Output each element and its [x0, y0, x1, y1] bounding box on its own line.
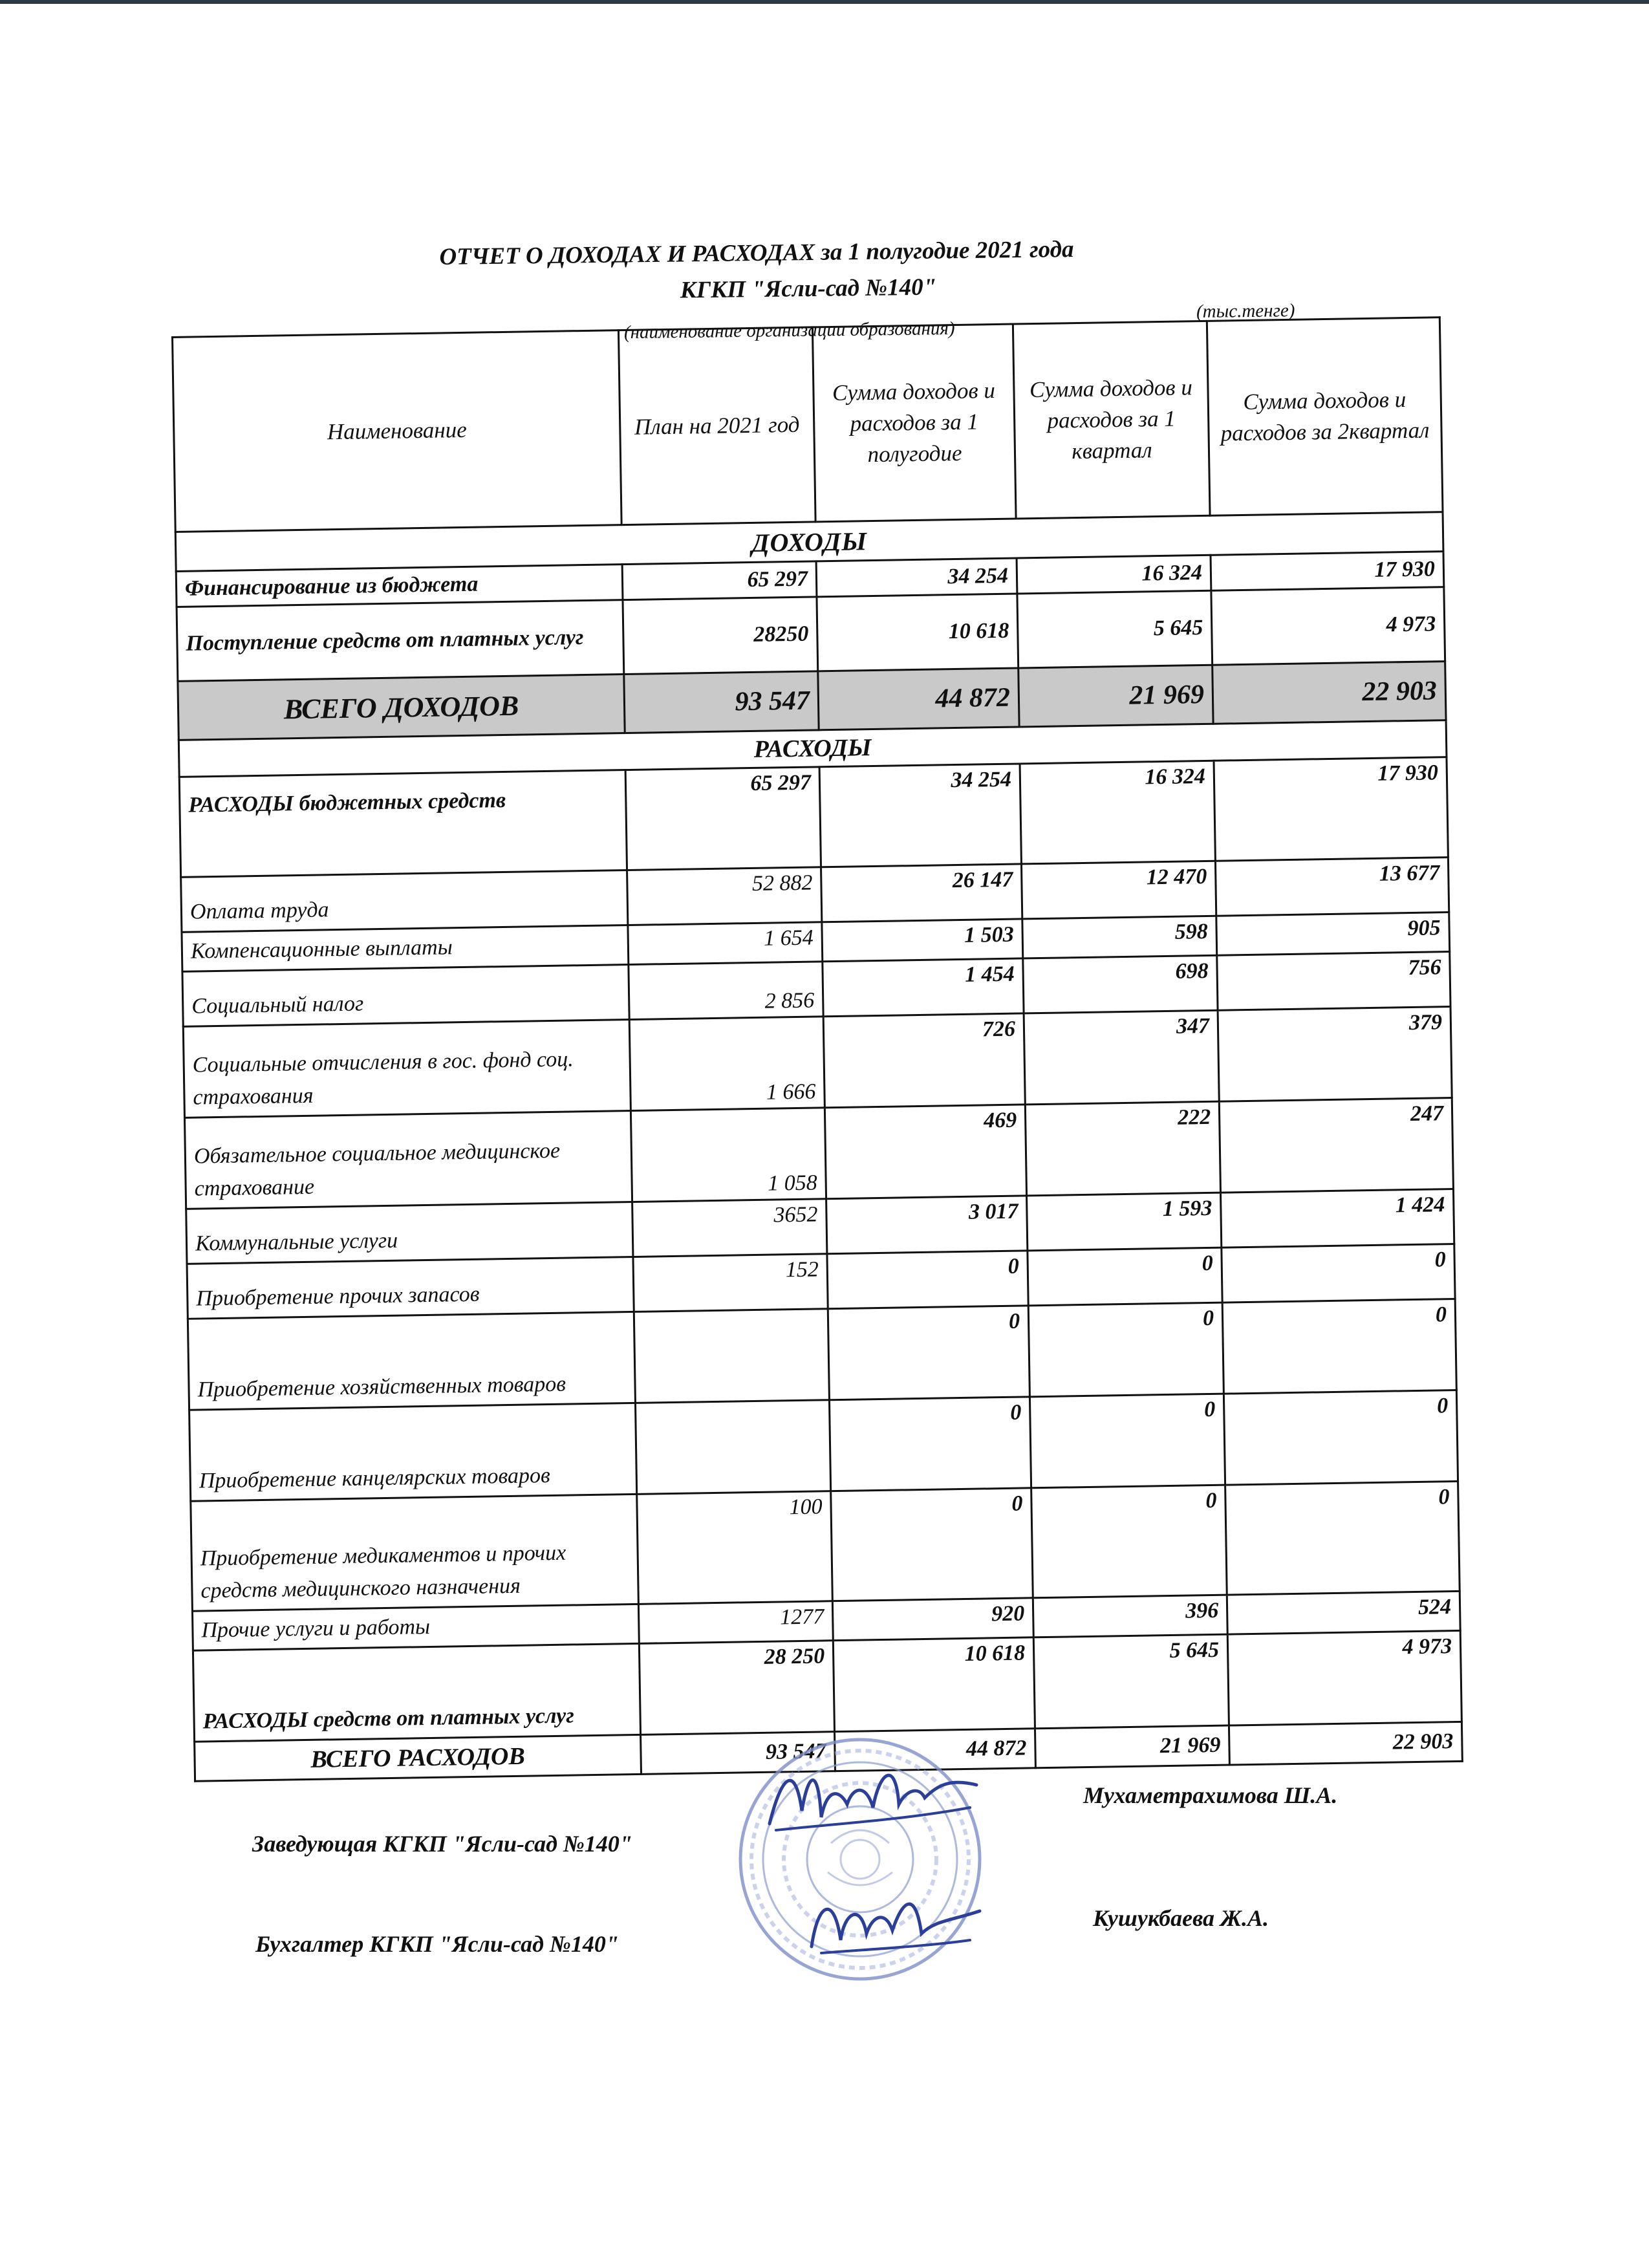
row-half-year: 0 — [827, 1251, 1028, 1309]
row-q2: 756 — [1217, 952, 1450, 1011]
row-name: ВСЕГО РАСХОДОВ — [195, 1734, 641, 1781]
scan-top-edge — [0, 0, 1649, 4]
row-half-year: 0 — [831, 1488, 1033, 1601]
accountant-title: Бухгалтер КГКП "Ясли-сад №140" — [255, 1931, 619, 1957]
row-name: Оплата труда — [181, 870, 628, 933]
row-plan: 65 297 — [625, 767, 821, 870]
row-q2: 0 — [1223, 1390, 1458, 1485]
row-plan: 52 882 — [627, 867, 822, 925]
row-name: Приобретение прочих запасов — [187, 1257, 634, 1319]
row-name: Социальные отчисления в гос. фонд соц. страхования — [183, 1020, 630, 1118]
row-name: Коммунальные услуги — [186, 1202, 633, 1264]
row-name: Обязательное социальное медицинское страхование — [184, 1110, 632, 1209]
row-q1: 0 — [1028, 1302, 1223, 1397]
row-plan: 93 547 — [624, 671, 819, 733]
accountant-name: Кушукбаева Ж.А. — [1093, 1905, 1269, 1931]
row-q2: 13 677 — [1215, 858, 1449, 916]
row-q1: 1 593 — [1027, 1193, 1222, 1251]
row-half-year: 920 — [832, 1598, 1033, 1641]
row-name: РАСХОДЫ бюджетных средств — [179, 770, 627, 878]
row-plan: 152 — [633, 1254, 828, 1312]
row-q2: 17 930 — [1214, 757, 1448, 861]
row-q2: 4 973 — [1211, 587, 1445, 665]
table-header-row — [173, 318, 1443, 532]
row-plan — [634, 1309, 829, 1403]
row-plan: 28250 — [623, 597, 818, 675]
row-half-year: 44 872 — [835, 1729, 1036, 1771]
row-q2: 379 — [1218, 1007, 1452, 1102]
row-q2: 22 903 — [1229, 1722, 1462, 1765]
expense-section-title: РАСХОДЫ — [178, 720, 1447, 777]
row-q1: 21 969 — [1018, 665, 1213, 727]
row-q2: 524 — [1227, 1591, 1460, 1634]
row-plan: 1277 — [638, 1601, 833, 1644]
report-title: ОТЧЕТ О ДОХОДАХ И РАСХОДАХ за 1 полугодие 2021 года — [439, 236, 1074, 270]
header-half-year: Сумма доходов и расходов за 1 полугодие — [812, 324, 1016, 522]
row-q2: 1 424 — [1220, 1189, 1454, 1248]
row-half-year: 10 618 — [833, 1637, 1035, 1732]
row-q2: 4 973 — [1227, 1630, 1461, 1725]
row-name: Приобретение канцелярских товаров — [189, 1403, 637, 1501]
row-q2: 247 — [1219, 1098, 1453, 1193]
row-plan: 1 666 — [629, 1017, 824, 1111]
row-name: Приобретение хозяйственных товаров — [188, 1312, 635, 1410]
row-half-year: 10 618 — [817, 594, 1018, 671]
row-q1: 12 470 — [1021, 861, 1216, 919]
header-plan: План на 2021 год — [618, 327, 815, 525]
row-q2: 905 — [1216, 913, 1450, 956]
row-plan: 2 856 — [629, 962, 823, 1020]
row-q1: 0 — [1028, 1247, 1222, 1306]
row-q1: 5 645 — [1033, 1634, 1229, 1729]
header-q1: Сумма доходов и расходов за 1 квартал — [1013, 321, 1210, 519]
row-q1: 347 — [1024, 1010, 1219, 1105]
row-half-year: 726 — [823, 1013, 1025, 1108]
row-q2: 17 930 — [1211, 552, 1444, 591]
row-q2: 22 903 — [1212, 662, 1446, 724]
header-name: Наименование — [173, 330, 622, 532]
row-q1: 0 — [1031, 1485, 1227, 1598]
row-half-year: 0 — [829, 1397, 1031, 1491]
row-q1: 396 — [1033, 1595, 1227, 1637]
row-plan: 65 297 — [622, 561, 817, 600]
row-name: Социальный налог — [182, 965, 629, 1027]
table-row — [191, 1481, 1460, 1611]
row-q1: 5 645 — [1017, 590, 1212, 668]
row-half-year: 469 — [824, 1105, 1026, 1199]
row-q1: 222 — [1025, 1101, 1220, 1196]
accountant-signature — [795, 1875, 989, 1972]
row-q1: 598 — [1022, 916, 1217, 958]
row-plan: 1 058 — [630, 1108, 826, 1202]
budget-expense-row — [179, 757, 1448, 878]
row-half-year: 1 503 — [822, 919, 1023, 962]
row-name: Компенсационные выплаты — [182, 925, 629, 972]
head-name: Мухаметрахимова Ш.А. — [1083, 1782, 1338, 1808]
row-name: Финансирование из бюджета — [176, 565, 623, 607]
row-q1: 16 324 — [1017, 555, 1211, 594]
row-half-year: 1 454 — [823, 958, 1024, 1017]
head-title: Заведующая КГКП "Ясли-сад №140" — [252, 1831, 632, 1857]
row-plan: 93 547 — [641, 1732, 835, 1775]
unit-caption: (тыс.тенге) — [1196, 300, 1295, 322]
row-q2: 0 — [1222, 1244, 1455, 1303]
organization-caption: (наименование организации образования) — [623, 318, 955, 343]
row-plan: 1 654 — [628, 922, 823, 965]
row-q2: 0 — [1222, 1299, 1456, 1394]
row-q1: 16 324 — [1020, 761, 1215, 864]
row-half-year: 0 — [828, 1306, 1029, 1400]
row-plan — [635, 1400, 830, 1495]
row-half-year: 3 017 — [826, 1196, 1028, 1254]
row-name: Приобретение медикаментов и прочих средств медицинского назначения — [191, 1494, 639, 1611]
row-q1: 698 — [1023, 955, 1218, 1013]
report-table — [171, 316, 1463, 1782]
row-name: ВСЕГО ДОХОДОВ — [178, 675, 625, 740]
row-name: РАСХОДЫ средств от платных услуг — [193, 1643, 640, 1742]
row-half-year: 26 147 — [821, 864, 1022, 922]
row-half-year: 34 254 — [819, 764, 1021, 867]
row-name: Поступление средств от платных услуг — [177, 600, 624, 682]
row-q1: 21 969 — [1035, 1725, 1229, 1768]
header-q2: Сумма доходов и расходов за 2квартал — [1207, 318, 1443, 516]
organization-name: КГКП "Ясли-сад №140" — [680, 274, 937, 304]
row-q2: 0 — [1225, 1481, 1460, 1595]
income-section-title: ДОХОДЫ — [175, 512, 1443, 572]
row-plan: 3652 — [632, 1199, 827, 1257]
row-half-year: 34 254 — [816, 558, 1017, 597]
report-table-container — [171, 316, 1461, 1782]
row-half-year: 44 872 — [818, 668, 1019, 730]
row-name: Прочие услуги и работы — [192, 1604, 639, 1650]
head-signature — [757, 1746, 989, 1850]
row-plan: 100 — [637, 1491, 833, 1604]
row-q1: 0 — [1029, 1394, 1225, 1488]
row-plan: 28 250 — [639, 1641, 834, 1735]
